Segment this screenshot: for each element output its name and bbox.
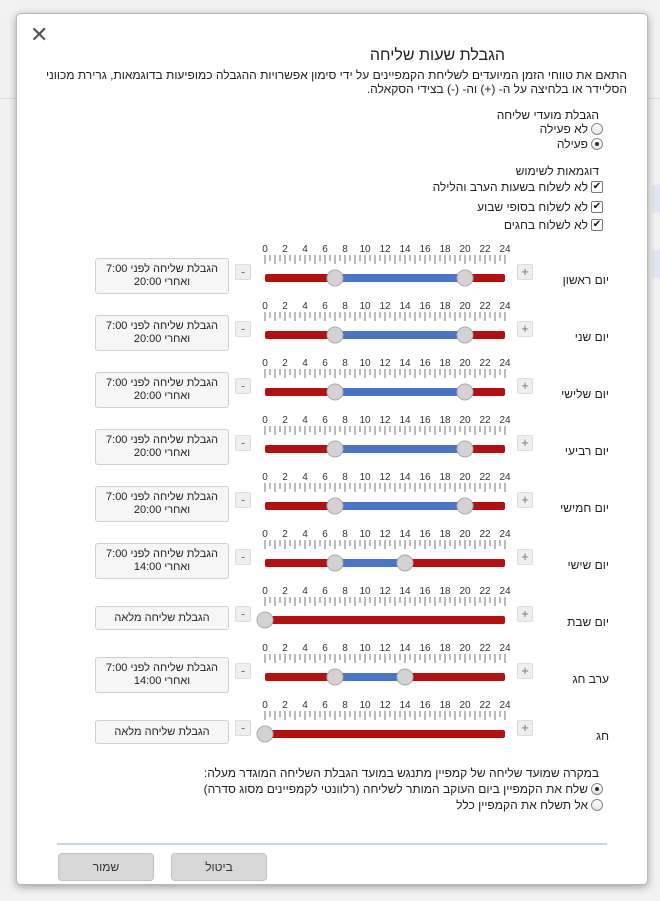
tick-label: 0 bbox=[262, 415, 268, 426]
cancel-button[interactable]: ביטול bbox=[171, 853, 267, 881]
summary-line-1: הגבלת שליחה לפני 7:00 bbox=[106, 491, 218, 503]
tick-label: 14 bbox=[399, 643, 411, 654]
restricted-range bbox=[265, 616, 505, 624]
radio-next-day[interactable] bbox=[591, 783, 603, 795]
tick-label: 12 bbox=[379, 700, 391, 711]
plus-button[interactable]: + bbox=[517, 606, 533, 622]
footer-divider bbox=[57, 843, 607, 845]
tick-label: 6 bbox=[322, 244, 328, 255]
summary-line-2: ואחרי 20:00 bbox=[133, 390, 191, 402]
tick-label: 2 bbox=[282, 529, 288, 540]
restriction-option-label: פעילה bbox=[556, 137, 588, 151]
restricted-range bbox=[265, 730, 505, 738]
restriction-option-active[interactable] bbox=[557, 137, 603, 151]
summary-line-2: ואחרי 20:00 bbox=[133, 276, 191, 288]
tick-label: 18 bbox=[439, 529, 451, 540]
tick-label: 8 bbox=[342, 358, 348, 369]
tick-label: 12 bbox=[379, 529, 391, 540]
conflict-option-label: אל תשלח את הקמפיין כלל bbox=[456, 798, 588, 812]
tick-label: 24 bbox=[499, 529, 511, 540]
tick-label: 18 bbox=[439, 244, 451, 255]
tick-label: 22 bbox=[479, 244, 491, 255]
day-row bbox=[17, 700, 647, 769]
hours-slider[interactable] bbox=[257, 242, 515, 302]
tick-label: 8 bbox=[342, 472, 348, 483]
slider-handle[interactable] bbox=[327, 498, 343, 514]
tick-label: 8 bbox=[342, 301, 348, 312]
tick-label: 2 bbox=[282, 586, 288, 597]
tick-label: 12 bbox=[379, 586, 391, 597]
slider-handle[interactable] bbox=[457, 270, 473, 286]
tick-label: 16 bbox=[419, 700, 431, 711]
plus-button[interactable]: + bbox=[517, 321, 533, 337]
tick-label: 18 bbox=[439, 472, 451, 483]
example-holidays[interactable] bbox=[504, 218, 603, 232]
tick-label: 6 bbox=[322, 472, 328, 483]
tick-label: 8 bbox=[342, 643, 348, 654]
allowed-range bbox=[335, 331, 465, 339]
dialog-description: התאם את טווחי הזמן המיועדים לשליחת הקמפיינים על ידי סימון אפשרויות ההגבלה כמופיעות בדוגמאות, גרירת מכווני הסליידר או בלחיצה על ה- (+) וה- (-) בצידי הסקאלה. bbox=[45, 68, 627, 96]
tick-label: 18 bbox=[439, 415, 451, 426]
tick-label: 14 bbox=[399, 244, 411, 255]
tick-label: 6 bbox=[322, 358, 328, 369]
restriction-summary bbox=[95, 429, 229, 465]
tick-label: 0 bbox=[262, 301, 268, 312]
tick-label: 20 bbox=[459, 586, 471, 597]
day-label: יום שישי bbox=[567, 558, 609, 572]
restriction-option-inactive[interactable] bbox=[540, 122, 603, 136]
conflict-option-label: שלח את הקמפיין ביום העוקב המותר לשליחה (רלוונטי לקמפיינים מסוג סדרה) bbox=[203, 782, 588, 796]
slider-handle[interactable] bbox=[397, 669, 413, 685]
tick-label: 20 bbox=[459, 700, 471, 711]
summary-line-1: הגבלת שליחה לפני 7:00 bbox=[106, 263, 218, 275]
example-label: לא לשלוח בחגים bbox=[503, 218, 588, 232]
tick-label: 6 bbox=[322, 586, 328, 597]
tick-label: 16 bbox=[419, 301, 431, 312]
tick-label: 2 bbox=[282, 415, 288, 426]
tick-label: 14 bbox=[399, 358, 411, 369]
summary-line-2: ואחרי 20:00 bbox=[133, 333, 191, 345]
checkbox-holidays[interactable]: ✔ bbox=[592, 219, 602, 230]
tick-label: 4 bbox=[302, 586, 308, 597]
slider-handle[interactable] bbox=[327, 441, 343, 457]
tick-label: 16 bbox=[419, 415, 431, 426]
tick-label: 22 bbox=[479, 415, 491, 426]
tick-label: 4 bbox=[302, 700, 308, 711]
hours-slider[interactable] bbox=[257, 527, 515, 587]
tick-label: 8 bbox=[342, 586, 348, 597]
tick-label: 16 bbox=[419, 529, 431, 540]
restriction-summary bbox=[95, 486, 229, 522]
slider-handle[interactable] bbox=[327, 270, 343, 286]
tick-label: 18 bbox=[439, 586, 451, 597]
plus-button[interactable]: + bbox=[517, 492, 533, 508]
restriction-summary bbox=[95, 657, 229, 693]
tick-label: 4 bbox=[302, 643, 308, 654]
tick-label: 2 bbox=[282, 244, 288, 255]
example-weekends[interactable] bbox=[477, 200, 603, 214]
day-label: יום ראשון bbox=[562, 273, 609, 287]
summary-line-2: ואחרי 14:00 bbox=[133, 561, 191, 573]
restriction-summary bbox=[95, 315, 229, 351]
slider-handle[interactable] bbox=[327, 669, 343, 685]
tick-label: 12 bbox=[379, 301, 391, 312]
allowed-range bbox=[335, 274, 465, 282]
plus-button[interactable]: + bbox=[517, 663, 533, 679]
tick-label: 2 bbox=[282, 700, 288, 711]
summary-line-1: הגבלת שליחה לפני 7:00 bbox=[106, 662, 218, 674]
example-label: לא לשלוח בשעות הערב והלילה bbox=[432, 180, 588, 194]
tick-label: 24 bbox=[499, 643, 511, 654]
tick-label: 20 bbox=[459, 529, 471, 540]
slider-handle[interactable] bbox=[457, 441, 473, 457]
tick-label: 14 bbox=[399, 472, 411, 483]
tick-label: 10 bbox=[359, 415, 371, 426]
tick-label: 20 bbox=[459, 643, 471, 654]
radio-inactive[interactable] bbox=[591, 123, 603, 135]
tick-label: 12 bbox=[379, 472, 391, 483]
tick-label: 8 bbox=[342, 529, 348, 540]
tick-label: 10 bbox=[359, 244, 371, 255]
day-label: יום חמישי bbox=[560, 501, 609, 515]
day-label: יום שלישי bbox=[561, 387, 609, 401]
tick-label: 10 bbox=[359, 700, 371, 711]
tick-label: 8 bbox=[342, 415, 348, 426]
tick-label: 14 bbox=[399, 301, 411, 312]
tick-label: 0 bbox=[262, 700, 268, 711]
tick-label: 0 bbox=[262, 358, 268, 369]
hours-slider[interactable] bbox=[257, 413, 515, 473]
tick-label: 18 bbox=[439, 301, 451, 312]
minus-button[interactable]: - bbox=[235, 435, 251, 451]
tick-label: 10 bbox=[359, 301, 371, 312]
minus-button[interactable]: - bbox=[235, 378, 251, 394]
radio-dont-send[interactable] bbox=[591, 799, 603, 811]
restriction-summary bbox=[95, 543, 229, 579]
tick-label: 4 bbox=[302, 301, 308, 312]
tick-label: 0 bbox=[262, 529, 268, 540]
tick-label: 12 bbox=[379, 415, 391, 426]
tick-label: 24 bbox=[499, 586, 511, 597]
tick-label: 16 bbox=[419, 244, 431, 255]
tick-label: 12 bbox=[379, 643, 391, 654]
summary-line-1: הגבלת שליחה מלאה bbox=[114, 725, 210, 738]
tick-label: 24 bbox=[499, 472, 511, 483]
minus-button[interactable]: - bbox=[235, 264, 251, 280]
slider-handle[interactable] bbox=[327, 555, 343, 571]
allowed-range bbox=[335, 445, 465, 453]
tick-label: 22 bbox=[479, 529, 491, 540]
day-label: ערב חג bbox=[572, 672, 609, 686]
tick-label: 0 bbox=[262, 472, 268, 483]
allowed-range bbox=[335, 502, 465, 510]
restriction-summary bbox=[95, 720, 229, 744]
summary-line-2: ואחרי 20:00 bbox=[133, 504, 191, 516]
minus-button[interactable]: - bbox=[235, 606, 251, 622]
tick-label: 24 bbox=[499, 301, 511, 312]
summary-line-1: הגבלת שליחה לפני 7:00 bbox=[106, 434, 218, 446]
tick-label: 2 bbox=[282, 643, 288, 654]
plus-button[interactable]: + bbox=[517, 720, 533, 736]
minus-button[interactable]: - bbox=[235, 720, 251, 736]
tick-label: 6 bbox=[322, 415, 328, 426]
bg-highlight bbox=[652, 250, 660, 278]
tick-label: 0 bbox=[262, 586, 268, 597]
tick-label: 0 bbox=[262, 244, 268, 255]
tick-label: 6 bbox=[322, 643, 328, 654]
minus-button[interactable]: - bbox=[235, 549, 251, 565]
tick-label: 16 bbox=[419, 643, 431, 654]
summary-line-2: ואחרי 14:00 bbox=[133, 675, 191, 687]
slider-handle[interactable] bbox=[457, 384, 473, 400]
restriction-summary bbox=[95, 606, 229, 630]
minus-button[interactable]: - bbox=[235, 492, 251, 508]
hours-slider[interactable] bbox=[257, 584, 515, 644]
restriction-option-label: לא פעילה bbox=[539, 122, 588, 136]
tick-label: 16 bbox=[419, 472, 431, 483]
tick-label: 18 bbox=[439, 700, 451, 711]
tick-label: 22 bbox=[479, 586, 491, 597]
summary-line-1: הגבלת שליחה לפני 7:00 bbox=[106, 377, 218, 389]
tick-label: 24 bbox=[499, 415, 511, 426]
tick-label: 10 bbox=[359, 529, 371, 540]
tick-label: 14 bbox=[399, 529, 411, 540]
tick-label: 2 bbox=[282, 472, 288, 483]
plus-button[interactable]: + bbox=[517, 264, 533, 280]
plus-button[interactable]: + bbox=[517, 549, 533, 565]
minus-button[interactable]: - bbox=[235, 663, 251, 679]
slider-handle[interactable] bbox=[457, 498, 473, 514]
day-label: חג bbox=[596, 729, 609, 743]
tick-label: 8 bbox=[342, 244, 348, 255]
tick-label: 4 bbox=[302, 529, 308, 540]
example-evening-night[interactable] bbox=[433, 180, 603, 194]
tick-label: 14 bbox=[399, 415, 411, 426]
save-button[interactable]: שמור bbox=[58, 853, 154, 881]
summary-line-1: הגבלת שליחה לפני 7:00 bbox=[106, 548, 218, 560]
tick-label: 6 bbox=[322, 700, 328, 711]
conflict-option-next-day[interactable] bbox=[204, 782, 603, 796]
summary-line-1: הגבלת שליחה לפני 7:00 bbox=[106, 320, 218, 332]
tick-label: 4 bbox=[302, 244, 308, 255]
tick-label: 6 bbox=[322, 301, 328, 312]
summary-line-2: ואחרי 20:00 bbox=[133, 447, 191, 459]
tick-label: 20 bbox=[459, 472, 471, 483]
allowed-range bbox=[335, 388, 465, 396]
tick-label: 24 bbox=[499, 700, 511, 711]
tick-label: 4 bbox=[302, 472, 308, 483]
slider-handle[interactable] bbox=[327, 327, 343, 343]
examples-heading: דוגמאות לשימוש bbox=[515, 164, 599, 178]
summary-line-1: הגבלת שליחה מלאה bbox=[114, 611, 210, 624]
allowed-range bbox=[335, 673, 405, 681]
conflict-option-dont-send[interactable] bbox=[456, 798, 603, 812]
checkbox-weekends[interactable]: ✔ bbox=[592, 201, 602, 212]
tick-label: 22 bbox=[479, 358, 491, 369]
tick-label: 4 bbox=[302, 415, 308, 426]
send-hours-dialog bbox=[16, 13, 648, 885]
tick-label: 20 bbox=[459, 358, 471, 369]
close-icon[interactable]: ✕ bbox=[30, 22, 49, 47]
tick-label: 22 bbox=[479, 700, 491, 711]
minus-button[interactable]: - bbox=[235, 321, 251, 337]
bg-highlight bbox=[652, 185, 660, 213]
tick-label: 10 bbox=[359, 472, 371, 483]
tick-label: 2 bbox=[282, 358, 288, 369]
hours-slider[interactable] bbox=[257, 698, 515, 758]
restriction-summary bbox=[95, 372, 229, 408]
tick-label: 16 bbox=[419, 586, 431, 597]
restriction-summary bbox=[95, 258, 229, 294]
tick-label: 14 bbox=[399, 586, 411, 597]
radio-active[interactable] bbox=[591, 138, 603, 150]
tick-label: 18 bbox=[439, 358, 451, 369]
tick-label: 12 bbox=[379, 358, 391, 369]
tick-label: 24 bbox=[499, 358, 511, 369]
slider-handle[interactable] bbox=[457, 327, 473, 343]
tick-label: 14 bbox=[399, 700, 411, 711]
tick-label: 8 bbox=[342, 700, 348, 711]
restriction-heading: הגבלת מועדי שליחה bbox=[496, 108, 599, 122]
tick-label: 10 bbox=[359, 586, 371, 597]
tick-label: 0 bbox=[262, 643, 268, 654]
tick-label: 4 bbox=[302, 358, 308, 369]
plus-button[interactable]: + bbox=[517, 378, 533, 394]
dialog-title: הגבלת שעות שליחה bbox=[369, 47, 505, 64]
slider-handle[interactable] bbox=[257, 726, 273, 742]
day-label: יום רביעי bbox=[564, 444, 609, 458]
hours-slider[interactable] bbox=[257, 299, 515, 359]
tick-label: 24 bbox=[499, 244, 511, 255]
plus-button[interactable]: + bbox=[517, 435, 533, 451]
tick-label: 22 bbox=[479, 472, 491, 483]
tick-label: 6 bbox=[322, 529, 328, 540]
hours-slider[interactable] bbox=[257, 641, 515, 701]
hours-slider[interactable] bbox=[257, 356, 515, 416]
tick-label: 20 bbox=[459, 244, 471, 255]
day-label: יום שני bbox=[574, 330, 609, 344]
allowed-range bbox=[335, 559, 405, 567]
tick-label: 20 bbox=[459, 415, 471, 426]
tick-label: 10 bbox=[359, 643, 371, 654]
tick-label: 12 bbox=[379, 244, 391, 255]
slider-handle[interactable] bbox=[257, 612, 273, 628]
example-label: לא לשלוח בסופי שבוע bbox=[477, 200, 588, 214]
tick-label: 10 bbox=[359, 358, 371, 369]
checkbox-evening-night[interactable]: ✔ bbox=[592, 181, 602, 192]
tick-label: 22 bbox=[479, 301, 491, 312]
tick-label: 2 bbox=[282, 301, 288, 312]
tick-label: 20 bbox=[459, 301, 471, 312]
day-label: יום שבת bbox=[567, 615, 609, 629]
conflict-question: במקרה שמועד שליחה של קמפיין מתנגש במועד הגבלת השליחה המוגדר מעלה: bbox=[203, 766, 599, 780]
hours-slider[interactable] bbox=[257, 470, 515, 530]
slider-handle[interactable] bbox=[327, 384, 343, 400]
slider-handle[interactable] bbox=[397, 555, 413, 571]
tick-label: 18 bbox=[439, 643, 451, 654]
tick-label: 16 bbox=[419, 358, 431, 369]
tick-label: 22 bbox=[479, 643, 491, 654]
